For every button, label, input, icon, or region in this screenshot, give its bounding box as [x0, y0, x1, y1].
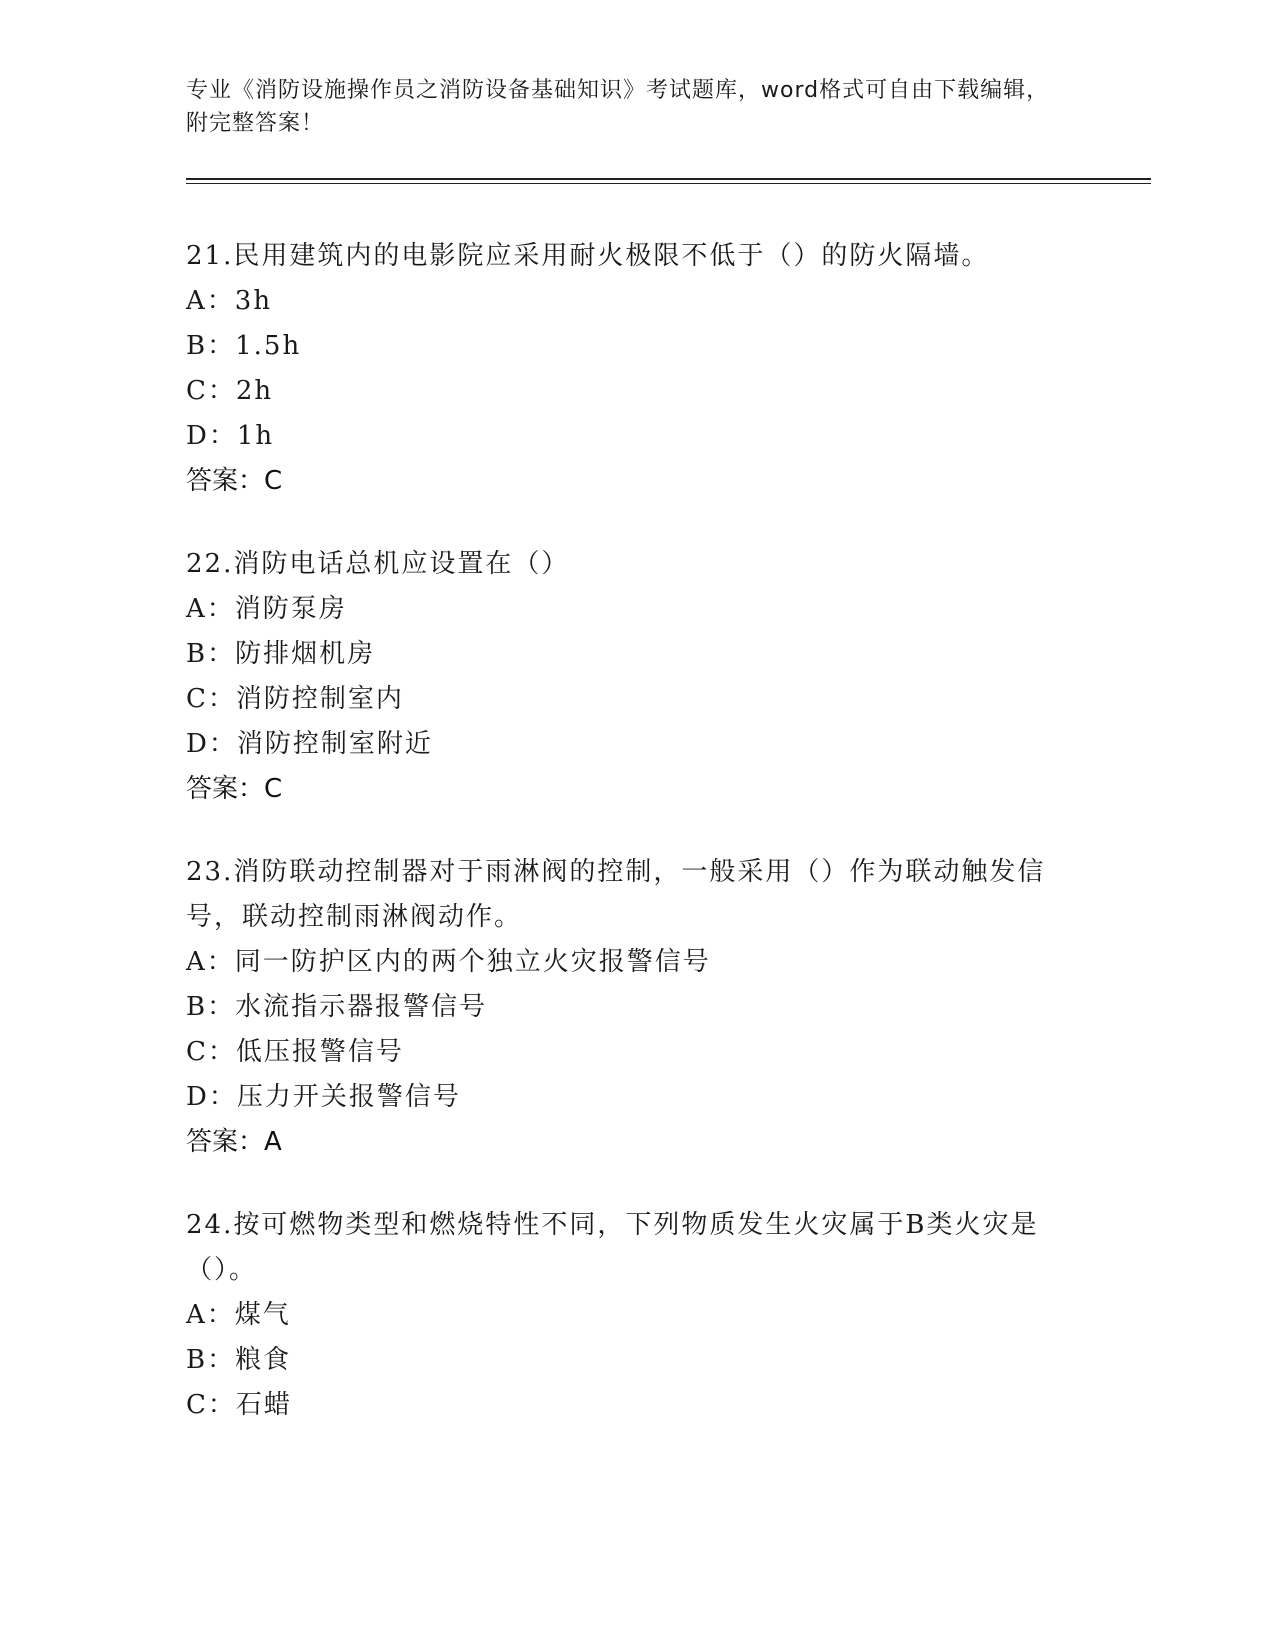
- option-d: D：消防控制室附近: [186, 729, 433, 759]
- option-b: B：粮食: [186, 1345, 292, 1375]
- question-23: [186, 850, 1086, 1165]
- option-d: D：1h: [186, 421, 275, 451]
- question-stem: 22.消防电话总机应设置在（）: [186, 549, 570, 579]
- question-21: [186, 234, 1086, 504]
- answer-line: 答案：A: [186, 1127, 282, 1157]
- answer-line: 答案：C: [186, 774, 283, 804]
- option-d: D：压力开关报警信号: [186, 1082, 461, 1112]
- answer-line: 答案：C: [186, 466, 283, 496]
- option-a: A：消防泵房: [186, 594, 347, 624]
- option-b: B：1.5h: [186, 331, 302, 361]
- option-a: A：同一防护区内的两个独立火灾报警信号: [186, 947, 711, 977]
- question-stem: 21.民用建筑内的电影院应采用耐火极限不低于（）的防火隔墙。: [186, 241, 990, 271]
- header-divider-thin: [186, 183, 1151, 184]
- option-b: B：防排烟机房: [186, 639, 376, 669]
- question-stem: 24.按可燃物类型和燃烧特性不同，下列物质发生火灾属于B类火灾是（）。: [186, 1210, 1039, 1285]
- option-b: B：水流指示器报警信号: [186, 992, 488, 1022]
- option-c: C：石蜡: [186, 1390, 292, 1420]
- option-c: C：低压报警信号: [186, 1037, 404, 1067]
- question-24: [186, 1203, 1086, 1428]
- option-a: A：煤气: [186, 1300, 291, 1330]
- document-header: 专业《消防设施操作员之消防设备基础知识》考试题库，word格式可自由下载编辑，附完整答案！: [186, 78, 1050, 136]
- option-a: A：3h: [186, 286, 273, 316]
- question-22: [186, 542, 1086, 812]
- option-c: C：消防控制室内: [186, 684, 404, 714]
- option-c: C：2h: [186, 376, 274, 406]
- header-divider-thick: [186, 178, 1151, 180]
- question-list: [186, 234, 1086, 1466]
- question-stem: 23.消防联动控制器对于雨淋阀的控制，一般采用（）作为联动触发信号，联动控制雨淋阀动作。: [186, 857, 1046, 932]
